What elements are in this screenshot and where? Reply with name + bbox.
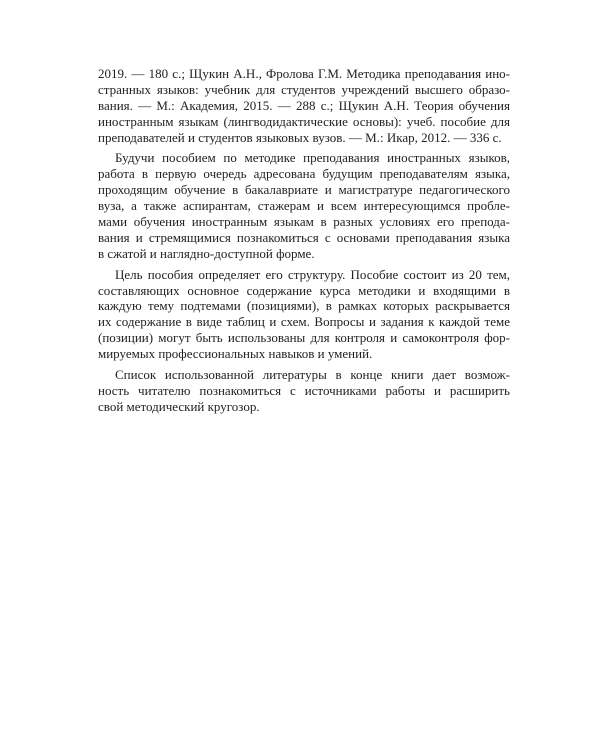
text-line: ность читателю познакомиться с источниками работы и расширить	[98, 382, 510, 398]
text-line: свой методический кругозор.	[98, 398, 260, 414]
text-line: Будучи пособием по методике преподавания иностранных языков,	[115, 150, 510, 166]
text-line: иностранным языкам (лингводидактические основы): учеб. пособие для	[98, 113, 510, 129]
text-line: преподавателей и студентов языковых вузов. — М.: Икар, 2012. — 336 с.	[98, 129, 502, 145]
text-line: 2019. — 180 с.; Щукин А.Н., Фролова Г.М. Методика преподавания ино-	[98, 66, 510, 81]
text-block	[98, 66, 510, 415]
text-line: Список использованной литературы в конце книги дает возмож-	[115, 367, 510, 383]
references-continuation	[98, 66, 510, 145]
text-line: Цель пособия определяет его структуру. Пособие состоит из 20 тем,	[115, 266, 510, 282]
text-line: каждую тему подтемами (позициями), в рамках которых раскрывается	[98, 298, 510, 314]
text-line: вания и стремящимися познакомиться с основами преподавания языка	[98, 229, 510, 245]
text-line: мируемых профессиональных навыков и умений.	[98, 346, 373, 362]
text-line: странных языков: учебник для студентов учреждений высшего образо-	[98, 81, 510, 97]
paragraph-bibliography	[98, 367, 510, 415]
paragraph-audience	[98, 150, 510, 261]
text-line: в сжатой и наглядно-доступной форме.	[98, 245, 315, 261]
text-line: вания. — М.: Академия, 2015. — 288 с.; Щукин А.Н. Теория обучения	[98, 97, 510, 113]
text-line: вуза, а также аспирантам, стажерам и всем интересующимся пробле-	[98, 198, 510, 214]
text-line: работа в первую очередь адресована будущим преподавателям языка,	[98, 166, 510, 182]
paragraph-structure	[98, 267, 510, 362]
text-line: (позиции) могут быть использованы для контроля и самоконтроля фор-	[98, 330, 510, 346]
text-line: составляющих основное содержание курса методики и входящими в	[98, 282, 510, 298]
text-line: их содержание в виде таблиц и схем. Вопросы и задания к каждой теме	[98, 314, 510, 330]
text-line: проходящим обучение в бакалавриате и магистратуре педагогического	[98, 182, 510, 198]
text-line: мами обучения иностранным языкам в разных условиях его препода-	[98, 214, 510, 230]
